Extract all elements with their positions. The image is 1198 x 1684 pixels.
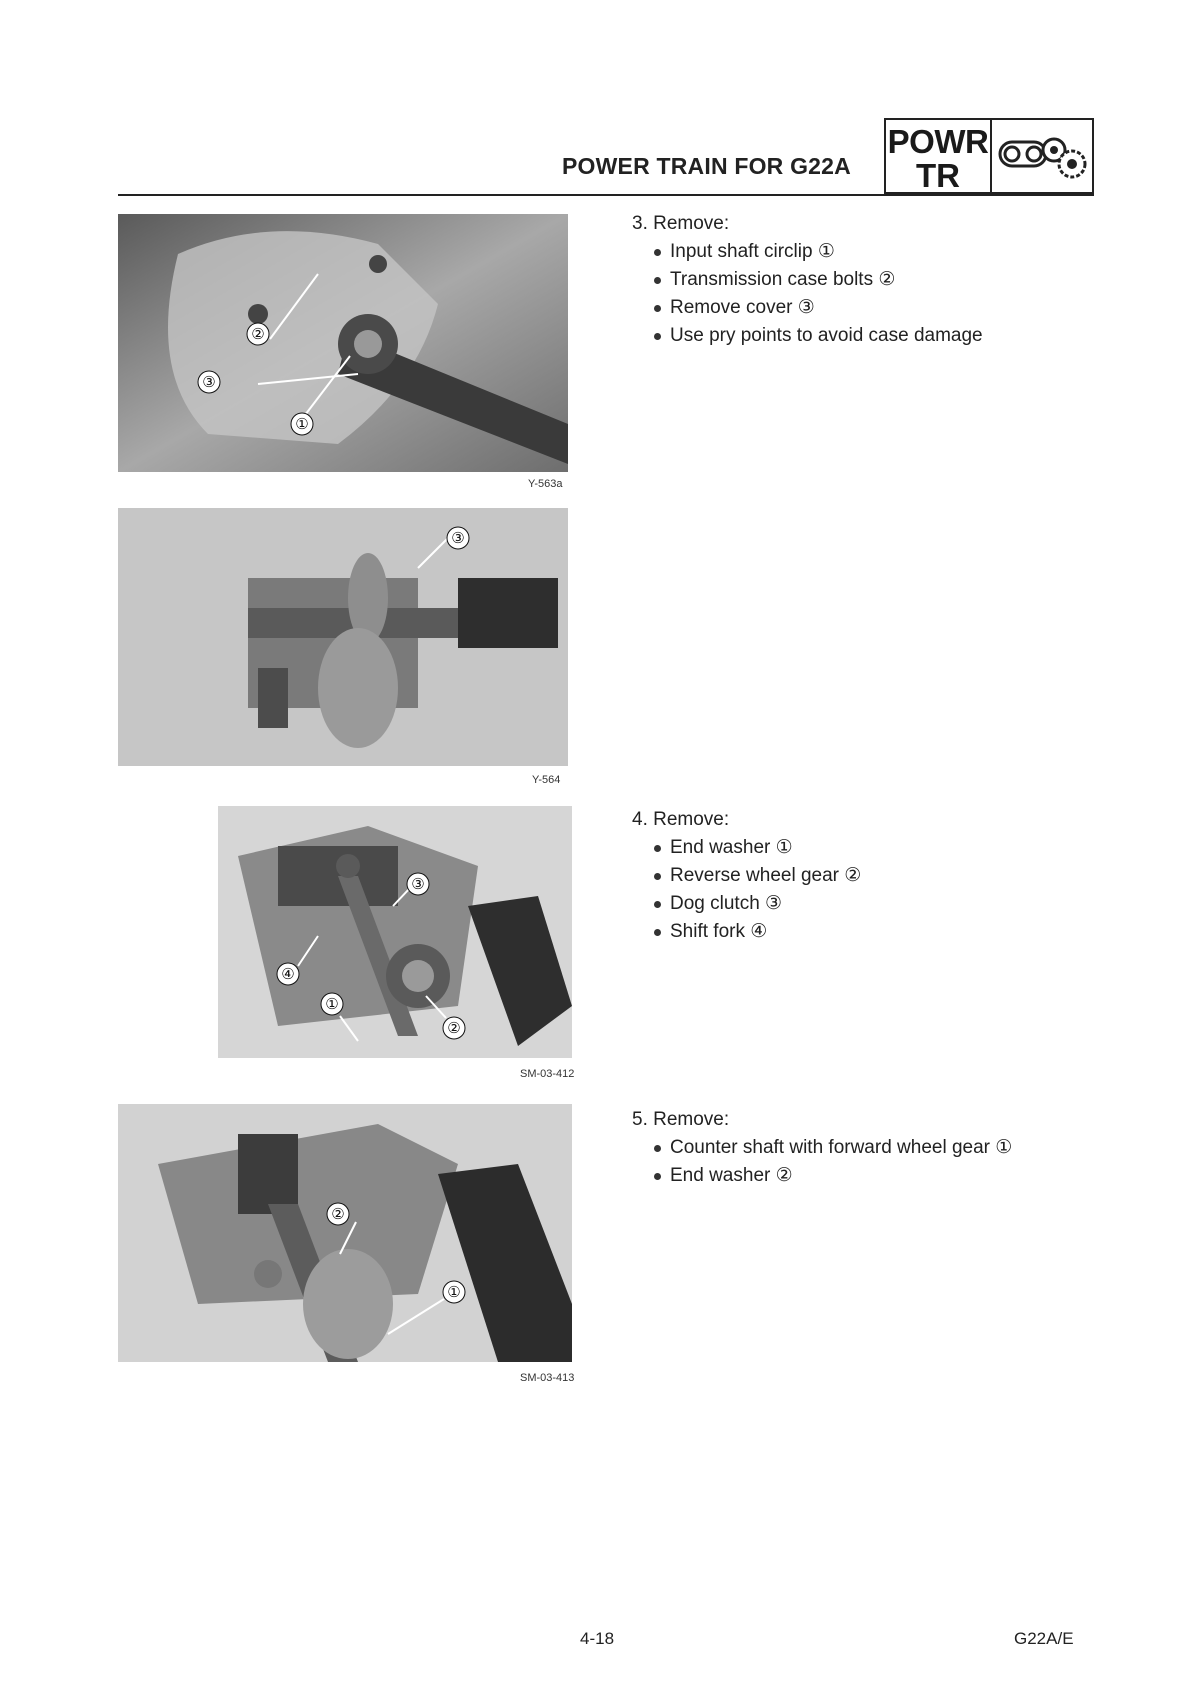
list-item: Reverse wheel gear ② <box>654 862 861 890</box>
list-item: Remove cover ③ <box>654 294 983 322</box>
callout-2: ② <box>331 1205 345 1223</box>
section-tab-bottom: TR <box>916 157 960 194</box>
figure-code: Y-564 <box>532 774 561 786</box>
photo-case-cover-removed <box>118 508 568 766</box>
photo-transmission-case <box>118 214 568 472</box>
gear-train-icon <box>992 118 1094 194</box>
callout-2: ② <box>251 325 265 343</box>
list-item: Shift fork ④ <box>654 918 861 946</box>
list-item: End washer ② <box>654 1162 1012 1190</box>
step-heading: 5. Remove: <box>632 1109 730 1130</box>
list-item: Input shaft circlip ① <box>654 238 983 266</box>
photo-reverse-gear <box>218 806 572 1058</box>
figure-code: Y-563a <box>528 478 563 490</box>
step-items <box>632 834 861 946</box>
figure-code: SM-03-412 <box>520 1068 575 1080</box>
list-item: Transmission case bolts ② <box>654 266 983 294</box>
step-5 <box>632 1106 1012 1190</box>
step-heading: 4. Remove: <box>632 809 730 830</box>
header-rule <box>118 194 1094 196</box>
section-tab <box>884 118 992 194</box>
callout-3: ③ <box>411 875 425 893</box>
page-number: 4-18 <box>580 1629 615 1648</box>
step-heading: 3. Remove: <box>632 213 730 234</box>
model-code: G22A/E <box>1014 1629 1074 1648</box>
callout-1: ① <box>295 415 309 433</box>
step-items <box>632 238 983 350</box>
step-4 <box>632 806 861 946</box>
photo-counter-shaft <box>118 1104 572 1362</box>
step-3 <box>632 210 983 350</box>
callout-3: ③ <box>451 529 465 547</box>
step-items <box>632 1134 1012 1190</box>
section-tab-top: POWR <box>887 123 989 160</box>
callout-1: ① <box>325 995 339 1013</box>
callout-4: ④ <box>281 965 295 983</box>
page-title: POWER TRAIN FOR G22A <box>562 153 851 179</box>
callout-3: ③ <box>202 373 216 391</box>
list-item: Use pry points to avoid case damage <box>654 322 983 350</box>
list-item: Dog clutch ③ <box>654 890 861 918</box>
list-item: End washer ① <box>654 834 861 862</box>
figure-code: SM-03-413 <box>520 1372 575 1384</box>
callout-2: ② <box>447 1019 461 1037</box>
callout-1: ① <box>447 1283 461 1301</box>
list-item: Counter shaft with forward wheel gear ① <box>654 1134 1012 1162</box>
